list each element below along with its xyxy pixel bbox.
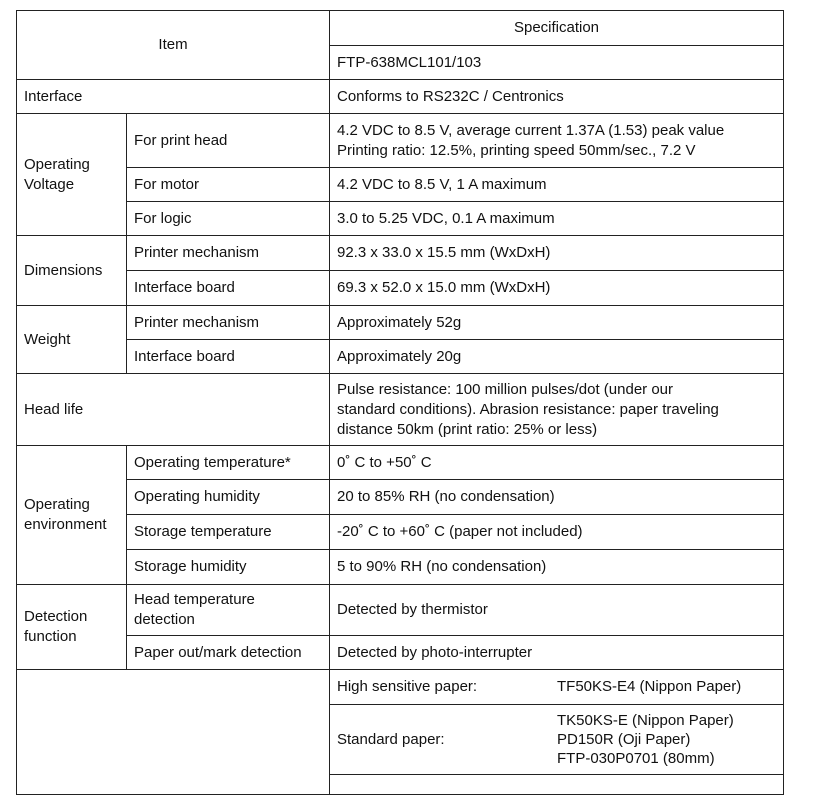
- weight-mechanism-value: Approximately 52g: [330, 306, 784, 340]
- interface-label: Interface: [17, 80, 330, 114]
- operating-temperature-label: Operating temperature*: [127, 446, 330, 480]
- weight-board-label: Interface board: [127, 340, 330, 374]
- dimensions-board-value: 69.3 x 52.0 x 15.0 mm (WxDxH): [330, 271, 784, 306]
- weight-mechanism-label: Printer mechanism: [127, 306, 330, 340]
- paper-out-detection-label: Paper out/mark detection: [127, 636, 330, 670]
- motor-value: 4.2 VDC to 8.5 V, 1 A maximum: [330, 168, 784, 202]
- header-model: FTP-638MCL101/103: [330, 46, 784, 80]
- standard-paper-value-3: FTP-030P0701 (80mm): [557, 750, 715, 767]
- operating-environment-label-line2: environment: [24, 516, 107, 533]
- print-head-label: For print head: [127, 114, 330, 168]
- head-life-value-line2: standard conditions). Abrasion resistance: paper traveling: [337, 400, 719, 418]
- head-life-value-line1: Pulse resistance: 100 million pulses/dot (under our: [337, 380, 674, 398]
- head-life-label: Head life: [17, 374, 330, 446]
- interface-value: Conforms to RS232C / Centronics: [330, 80, 784, 114]
- dimensions-label: Dimensions: [17, 236, 127, 306]
- operating-voltage-label: [17, 114, 127, 236]
- head-life-value-line3: distance 50km (print ratio: 25% or less): [337, 420, 598, 438]
- head-temperature-detection-label-line1: Head temperature: [134, 591, 255, 608]
- dimensions-board-label: Interface board: [127, 271, 330, 306]
- detection-function-label-line1: Detection: [24, 608, 88, 625]
- paper-item-cell: [17, 670, 330, 795]
- storage-humidity-value: 5 to 90% RH (no condensation): [330, 550, 784, 585]
- head-temperature-detection-label-line2: detection: [134, 611, 195, 628]
- logic-label: For logic: [127, 202, 330, 236]
- high-sensitive-paper-row: [330, 670, 784, 705]
- operating-voltage-label-line1: Operating: [24, 155, 90, 173]
- paper-out-detection-value: Detected by photo-interrupter: [330, 636, 784, 670]
- motor-label: For motor: [127, 168, 330, 202]
- detection-function-label-line2: function: [24, 628, 77, 645]
- logic-value: 3.0 to 5.25 VDC, 0.1 A maximum: [330, 202, 784, 236]
- storage-temperature-label: Storage temperature: [127, 515, 330, 550]
- weight-board-value: Approximately 20g: [330, 340, 784, 374]
- detection-function-label: [17, 585, 127, 670]
- operating-environment-label-line1: Operating: [24, 496, 90, 513]
- standard-paper-value-1: TK50KS-E (Nippon Paper): [557, 712, 734, 729]
- standard-paper-row: [330, 705, 784, 775]
- operating-environment-label: [17, 446, 127, 585]
- head-temperature-detection-label: [127, 585, 330, 636]
- dimensions-mechanism-label: Printer mechanism: [127, 236, 330, 271]
- header-item: Item: [17, 11, 330, 80]
- paper-continuation-row: [330, 775, 784, 795]
- standard-paper-label: Standard paper:: [337, 730, 445, 748]
- high-sensitive-paper-value: TF50KS-E4 (Nippon Paper): [557, 678, 742, 695]
- operating-temperature-value: 0˚ C to +50˚ C: [330, 446, 784, 480]
- operating-voltage-label-line2: Voltage: [24, 175, 75, 193]
- header-specification: Specification: [330, 11, 784, 46]
- storage-humidity-label: Storage humidity: [127, 550, 330, 585]
- print-head-value-line2: Printing ratio: 12.5%, printing speed 50mm/sec., 7.2 V: [337, 141, 696, 159]
- dimensions-mechanism-value: 92.3 x 33.0 x 15.5 mm (WxDxH): [330, 236, 784, 271]
- standard-paper-values: [557, 711, 776, 768]
- print-head-value-line1: 4.2 VDC to 8.5 V, average current 1.37A (1.53) peak value: [337, 121, 725, 139]
- operating-humidity-value: 20 to 85% RH (no condensation): [330, 480, 784, 515]
- specification-table: [16, 10, 784, 795]
- head-life-value: [330, 374, 784, 446]
- print-head-value: [330, 114, 784, 168]
- standard-paper-value-2: PD150R (Oji Paper): [557, 731, 691, 748]
- operating-humidity-label: Operating humidity: [127, 480, 330, 515]
- high-sensitive-paper-label: High sensitive paper:: [337, 678, 478, 695]
- storage-temperature-value: -20˚ C to +60˚ C (paper not included): [330, 515, 784, 550]
- head-temperature-detection-value: Detected by thermistor: [330, 585, 784, 636]
- weight-label: Weight: [17, 306, 127, 374]
